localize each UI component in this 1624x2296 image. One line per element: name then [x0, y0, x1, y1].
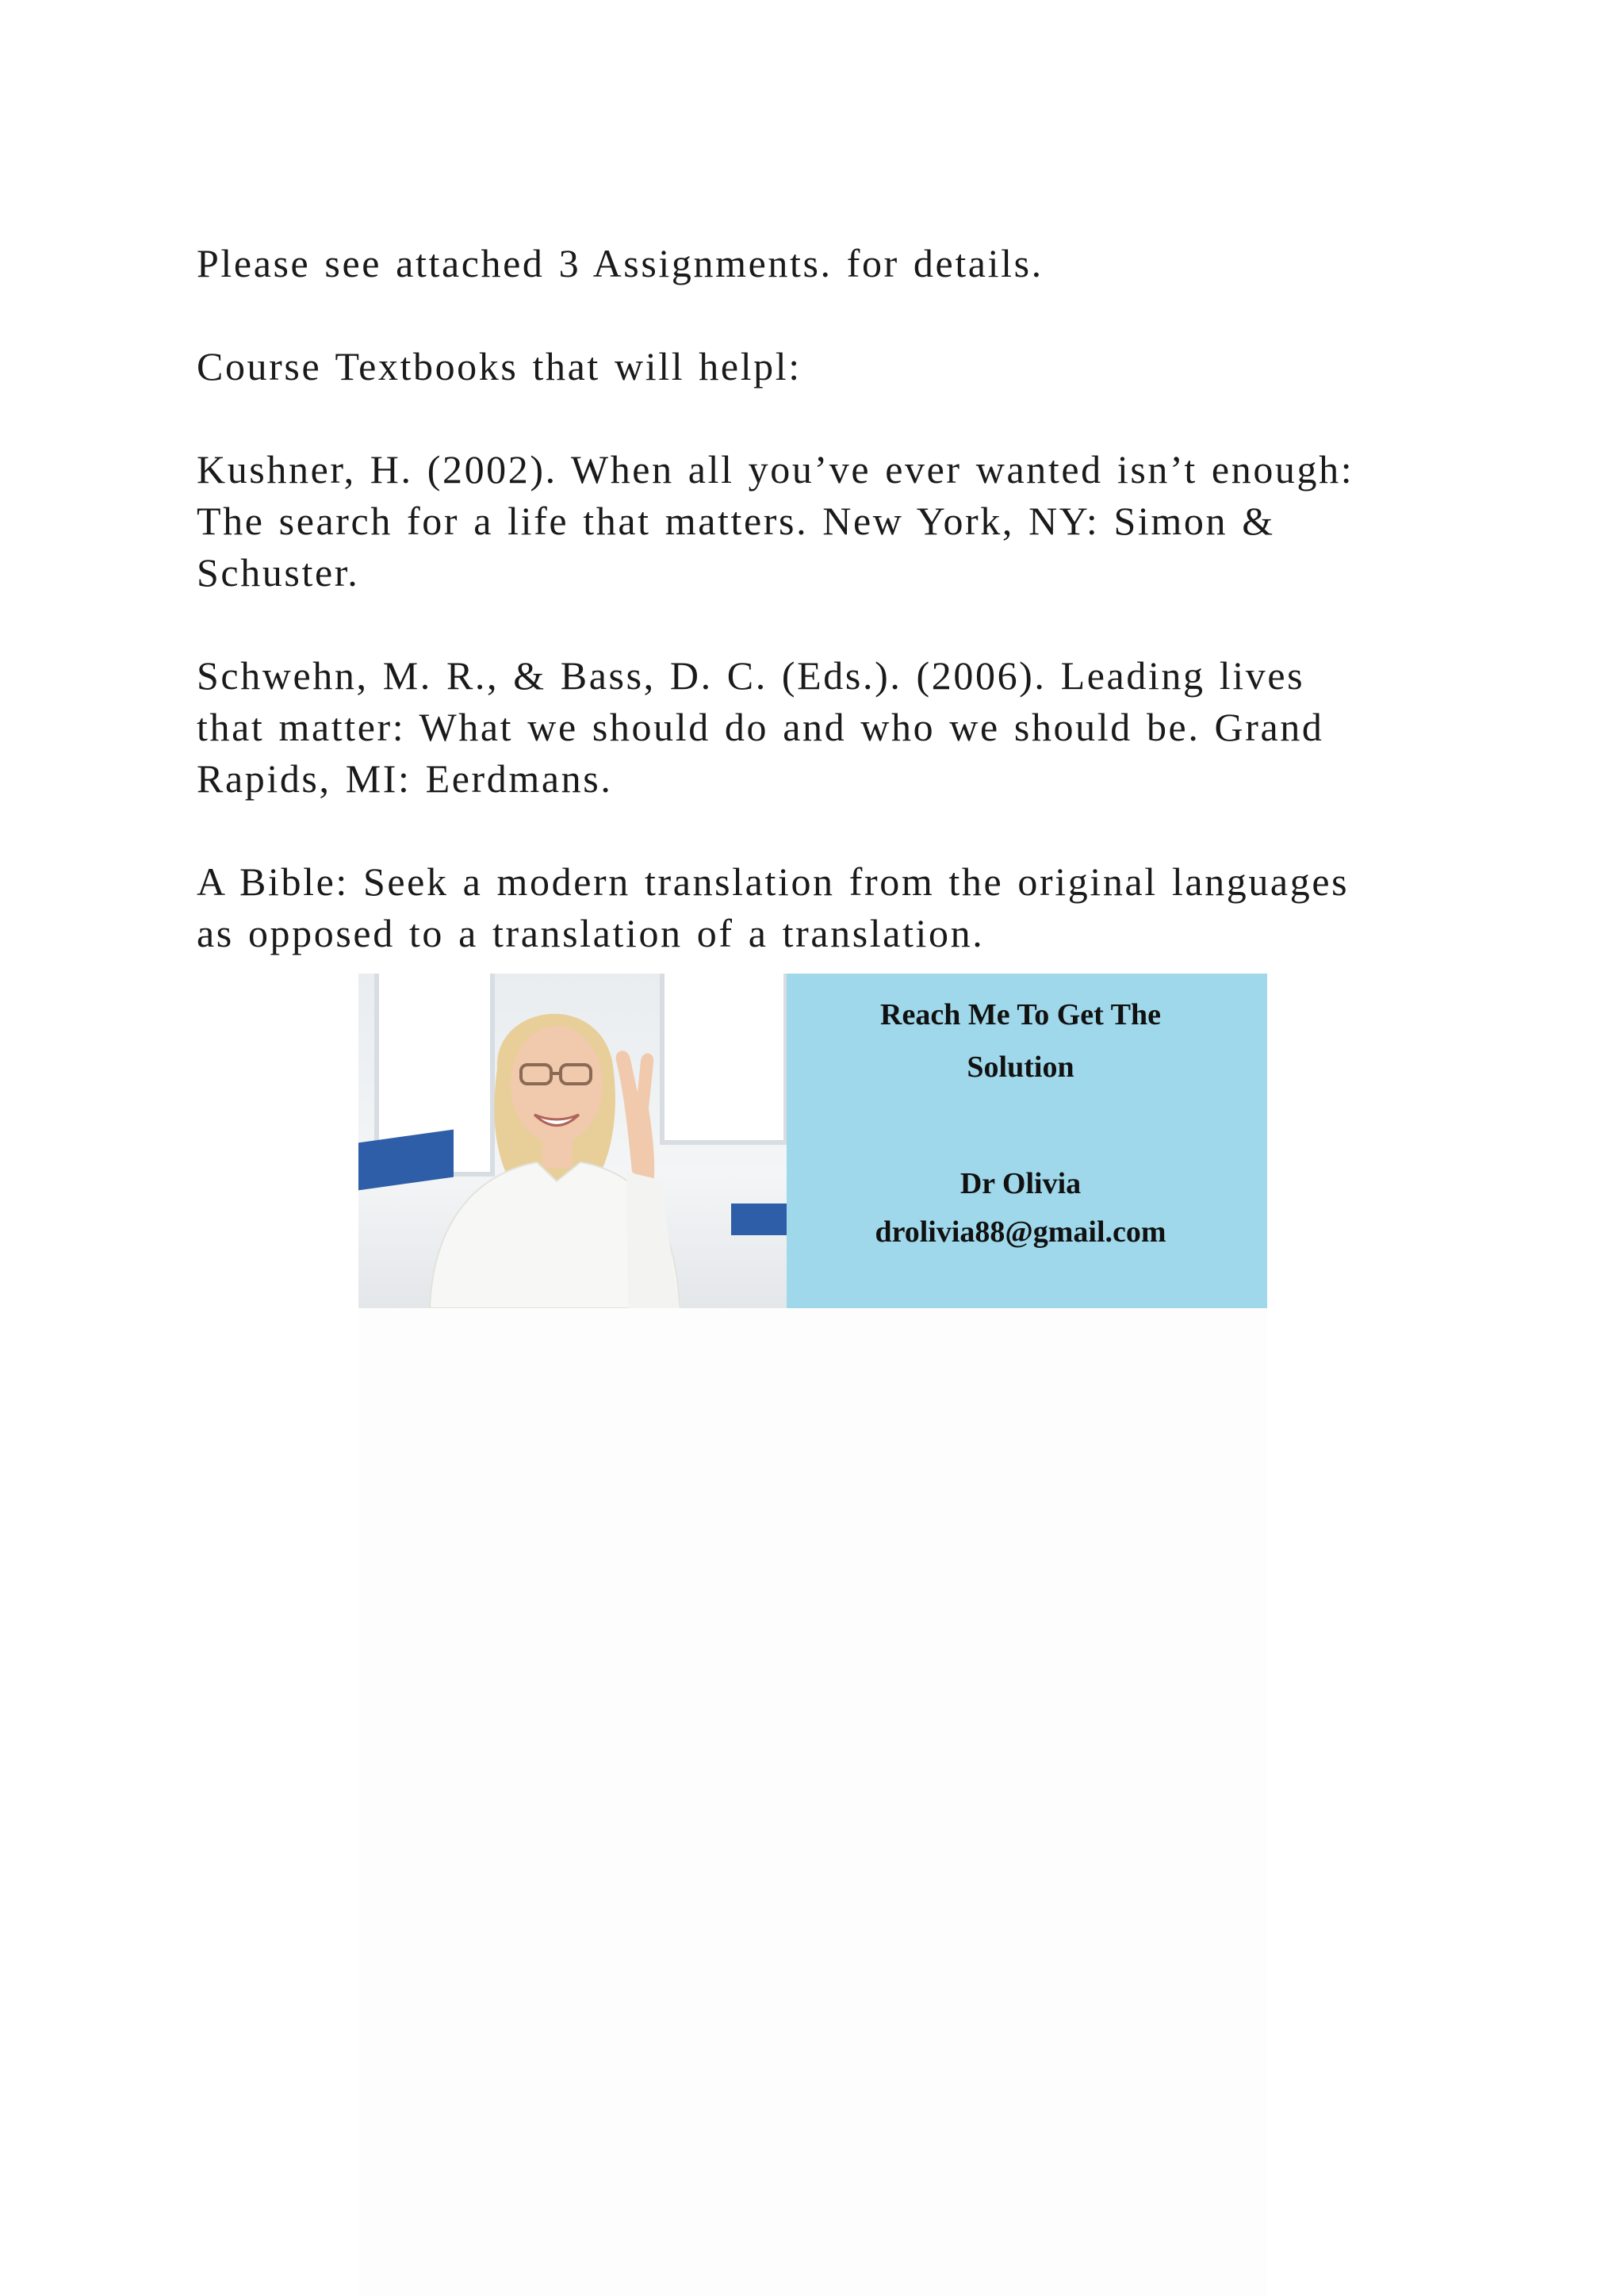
intro-paragraph: Please see attached 3 Assignments. for details.: [197, 241, 1044, 285]
banner-heading-line1: Reach Me To Get The: [880, 998, 1161, 1031]
contact-banner: [358, 974, 1267, 1308]
textbooks-heading: Course Textbooks that will helpl:: [197, 344, 802, 388]
banner-heading-line2: Solution: [967, 1050, 1074, 1084]
contact-email[interactable]: drolivia88@gmail.com: [875, 1215, 1166, 1249]
reference-schwehn: Schwehn, M. R., & Bass, D. C. (Eds.). (2006). Leading lives that matter: What we should do and who we should be. Grand Rapids, MI: Eerdmans.: [197, 653, 1324, 801]
reference-bible: A Bible: Seek a modern translation from the original languages as opposed to a translation of a translation.: [197, 859, 1350, 955]
contact-name: Dr Olivia: [959, 1167, 1082, 1200]
woman-photo: [358, 974, 787, 1308]
contact-info-panel: [787, 974, 1267, 1308]
document-body: [197, 238, 1434, 959]
person-illustration: [358, 974, 787, 1308]
reference-kushner: Kushner, H. (2002). When all you’ve ever wanted isn’t enough: The search for a life that matters. New York, NY: Simon & Schuster.: [197, 447, 1354, 595]
blank-lower-area: [358, 1308, 1267, 2296]
